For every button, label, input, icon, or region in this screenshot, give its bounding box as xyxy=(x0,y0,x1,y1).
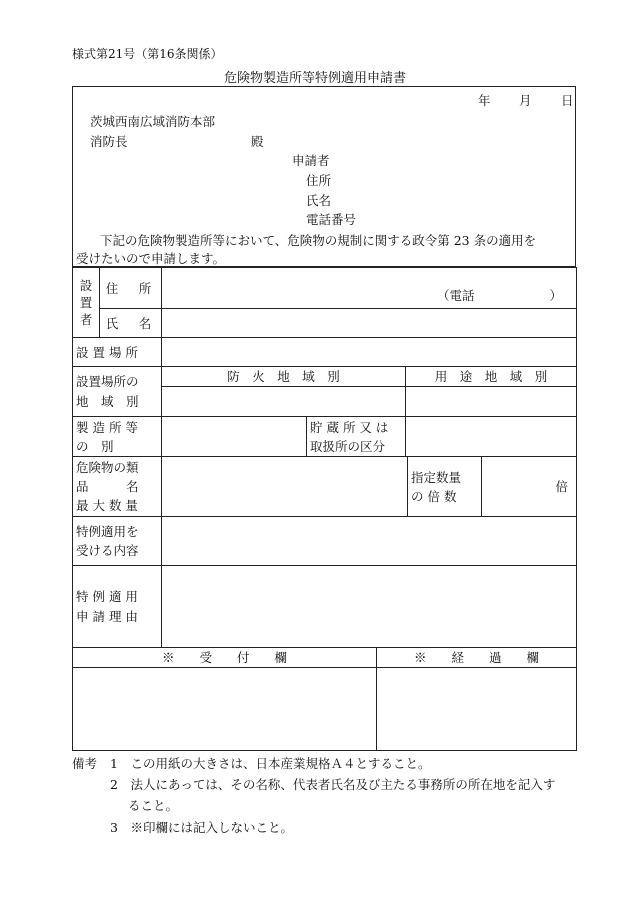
application-table xyxy=(72,267,577,751)
times-unit: 倍 xyxy=(555,479,569,494)
applicant-address-label: 住所 xyxy=(306,173,332,188)
fire-zone-header: 防 火 地 域 別 xyxy=(162,367,406,387)
form-number: 様式第21号（第16条関係） xyxy=(72,47,223,61)
special-content-label xyxy=(73,517,162,566)
special-content-line-1: 特例適用を xyxy=(76,524,139,539)
hazmat-max-qty-label: 最 大 数 量 xyxy=(76,498,138,513)
designated-multiple-line-1: 指定数量 xyxy=(411,469,462,485)
hazmat-label xyxy=(73,457,162,517)
note-2-line-2: ること。 xyxy=(128,798,179,813)
note-3: 3 ※印欄には記入しないこと。 xyxy=(110,820,293,835)
statement-line-1: 下記の危険物製造所等において、危険物の規制に関する政令第 23 条の適用を xyxy=(100,233,537,248)
special-content-line-2: 受ける内容 xyxy=(76,543,139,558)
statement-line-2: 受けたいので申請します。 xyxy=(76,251,226,266)
special-reason-field[interactable] xyxy=(162,566,577,648)
reception-header: ※ 受 付 欄 xyxy=(73,648,377,668)
notes-heading: 備考 xyxy=(72,756,98,771)
zone-label-line-1: 設置場所の xyxy=(76,373,139,389)
date-month-label: 月 xyxy=(519,93,532,108)
installer-phone-label: （電話 ） xyxy=(437,288,563,303)
date-day-label: 日 xyxy=(561,93,574,108)
install-location-label: 設 置 場 所 xyxy=(73,338,162,367)
facility-type-label-line-1: 製 造 所 等 xyxy=(76,419,138,435)
designated-multiple-label xyxy=(408,457,482,517)
storage-class-label-line-2: 取扱所の区分 xyxy=(310,438,386,454)
applicant-name-label: 氏名 xyxy=(306,193,332,208)
note-1: 1 この用紙の大きさは、日本産業規格Ａ４とすること。 xyxy=(110,756,431,771)
hazmat-class-label: 危険物の類 xyxy=(76,460,139,475)
installer-address-label: 住 所 xyxy=(100,268,162,309)
date-year-label: 年 xyxy=(478,93,491,108)
applicant-phone-label: 電話番号 xyxy=(306,212,357,227)
facility-type-field[interactable] xyxy=(162,417,307,457)
applicant-label: 申請者 xyxy=(292,153,330,168)
installer-address-field[interactable] xyxy=(162,268,577,309)
zone-label xyxy=(73,367,162,417)
designated-multiple-line-2: の 倍 数 xyxy=(411,488,457,504)
installer-name-field[interactable] xyxy=(162,309,577,338)
progress-field xyxy=(377,668,577,751)
special-reason-line-1: 特 例 適 用 xyxy=(76,588,138,604)
note-2-line-1: 2 法人にあっては、その名称、代表者氏名及び主たる事務所の所在地を記入す xyxy=(110,777,556,792)
use-zone-header: 用 途 地 域 別 xyxy=(406,367,577,387)
progress-header: ※ 経 過 欄 xyxy=(377,648,577,668)
special-content-field[interactable] xyxy=(162,517,577,566)
reception-field xyxy=(73,668,377,751)
hazmat-item-label: 品 名 xyxy=(76,479,139,494)
installer-name-label: 氏 名 xyxy=(100,309,162,338)
storage-class-field[interactable] xyxy=(406,417,577,457)
zone-label-line-2: 地 域 別 xyxy=(76,393,139,409)
storage-class-label xyxy=(307,417,406,457)
install-location-field[interactable] xyxy=(162,338,577,367)
special-reason-line-2: 申 請 理 由 xyxy=(76,608,138,624)
facility-type-label-line-2: の 別 xyxy=(76,438,114,454)
addressee-chief: 消防長 xyxy=(90,134,128,149)
fire-zone-field[interactable] xyxy=(162,387,406,417)
addressee-honorific: 殿 xyxy=(251,134,264,149)
designated-multiple-field[interactable] xyxy=(482,457,577,517)
addressee-organization: 茨城西南広域消防本部 xyxy=(90,114,216,129)
installer-label: 設置者 xyxy=(73,268,100,338)
special-reason-label xyxy=(73,566,162,648)
facility-type-label xyxy=(73,417,162,457)
hazmat-field[interactable] xyxy=(162,457,408,517)
use-zone-field[interactable] xyxy=(406,387,577,417)
storage-class-label-line-1: 貯 蔵 所 又 は xyxy=(310,419,389,435)
form-title: 危険物製造所等特例適用申請書 xyxy=(223,71,406,86)
